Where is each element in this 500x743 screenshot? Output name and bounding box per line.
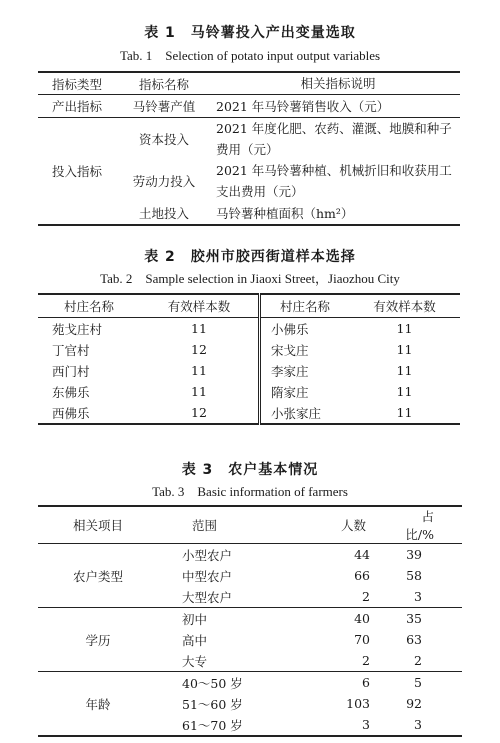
table3-range: 40～50 岁	[182, 675, 243, 691]
table2-count: 11	[396, 405, 413, 420]
table2-count: 11	[140, 360, 260, 381]
table3-group-item: 学历	[85, 632, 111, 648]
table2-village: 小张家庄	[271, 405, 322, 421]
table2-village: 宋戈庄	[271, 342, 309, 358]
table-row	[38, 339, 460, 360]
table1-row-name: 劳动力投入	[132, 174, 196, 189]
table1-input-type: 投入指标	[51, 164, 102, 179]
table3-pct: 35	[406, 611, 422, 626]
table-row	[38, 381, 460, 402]
table3-header-pct: 占比/%	[405, 509, 434, 542]
table3-pct: 5	[414, 675, 422, 690]
table1-header-type: 指标类型	[51, 76, 102, 92]
table3-group-item: 年龄	[85, 696, 111, 712]
table3-title-en: Tab. 3 Basic information of farmers	[152, 484, 348, 499]
table3-range: 61～70 岁	[182, 717, 243, 733]
table2-count: 12	[140, 402, 260, 424]
table2	[38, 293, 460, 425]
table1-title-en: Tab. 1 Selection of potato input output variables	[119, 48, 381, 63]
table3-range: 51～60 岁	[182, 696, 243, 712]
table2-village: 西门村	[52, 363, 90, 379]
table3-range: 初中	[182, 611, 208, 627]
table2-count: 11	[396, 342, 413, 357]
table2-village: 苑戈庄村	[52, 321, 103, 337]
table3	[38, 505, 462, 737]
table-row	[38, 544, 462, 566]
table3-pct: 58	[406, 568, 422, 583]
table3-group-item: 农户类型	[72, 568, 123, 584]
table-row	[38, 402, 460, 424]
table3-range: 小型农户	[182, 547, 233, 563]
table1-row-desc: 2021 年度化肥、农药、灌溉、地膜和种子费用（元）	[216, 121, 452, 157]
table1-row-desc: 2021 年马铃薯种植、机械折旧和收获用工支出费用（元）	[216, 163, 452, 199]
table3-count: 103	[346, 696, 370, 711]
table1-output-type: 产出指标	[51, 99, 102, 114]
table3-range: 大型农户	[182, 589, 233, 605]
table2-village: 隋家庄	[271, 384, 309, 400]
table2-title-cn: 表 2 胶州市胶西街道样本选择	[144, 249, 356, 265]
table3-count: 2	[362, 589, 370, 604]
table2-village: 西佛乐	[52, 405, 90, 421]
table2-header-count-1: 有效样本数	[140, 294, 260, 318]
table1-header-name: 指标名称	[138, 76, 189, 92]
table2-village: 小佛乐	[271, 321, 309, 337]
table2-count: 11	[396, 363, 413, 378]
table3-count: 3	[362, 717, 370, 732]
table2-village: 李家庄	[271, 363, 309, 379]
table-row	[38, 672, 462, 694]
table3-header-count: 人数	[340, 518, 366, 533]
table1-title-cn: 表 1 马铃薯投入产出变量选取	[144, 25, 356, 41]
table3-count: 70	[354, 632, 370, 647]
table3-count: 2	[362, 653, 370, 668]
table2-village: 东佛乐	[52, 384, 90, 400]
table1-row-desc: 2021 年马铃薯销售收入（元）	[216, 98, 390, 114]
table1-row-name: 土地投入	[138, 206, 189, 221]
table2-count: 11	[140, 381, 260, 402]
table-row	[38, 360, 460, 381]
table-row	[38, 118, 460, 161]
table3-count: 40	[354, 611, 370, 626]
table2-village: 丁官村	[52, 342, 90, 358]
table-row	[38, 318, 460, 340]
table3-header-range: 范围	[192, 518, 218, 533]
table3-pct: 39	[406, 547, 422, 562]
table3-pct: 2	[414, 653, 422, 668]
table3-count: 44	[354, 547, 370, 562]
table2-count: 11	[140, 318, 260, 340]
table2-header-village-1: 村庄名称	[63, 299, 114, 314]
table2-count: 11	[396, 384, 413, 399]
table3-pct: 63	[406, 632, 422, 647]
table1-row-name: 资本投入	[138, 132, 189, 147]
table1-header-row	[38, 72, 460, 95]
table3-pct: 92	[406, 696, 422, 711]
table3-range: 大专	[182, 653, 208, 669]
table3-header-row	[38, 506, 462, 544]
table3-count: 66	[354, 568, 370, 583]
table-row	[38, 95, 460, 118]
table2-header-row	[38, 294, 460, 318]
table2-count: 11	[396, 321, 413, 336]
table3-header-item: 相关项目	[72, 518, 123, 533]
table1-row-name: 马铃薯产值	[132, 99, 196, 114]
table2-header-village-2: 村庄名称	[279, 299, 330, 314]
table3-range: 高中	[182, 632, 208, 648]
table1-header-desc: 相关指标说明	[300, 76, 376, 91]
table1	[38, 71, 460, 226]
table3-title-cn: 表 3 农户基本情况	[181, 462, 319, 478]
table-row	[38, 608, 462, 630]
table2-header-count-2: 有效样本数	[373, 299, 436, 314]
table1-row-desc: 马铃薯种植面积（hm²）	[216, 205, 354, 221]
table3-pct: 3	[414, 589, 422, 604]
table3-range: 中型农户	[182, 568, 233, 584]
table2-count: 12	[140, 339, 260, 360]
table3-count: 6	[362, 675, 370, 690]
table3-pct: 3	[414, 717, 422, 732]
table2-title-en: Tab. 2 Sample selection in Jiaoxi Street，Jiaozhou City	[100, 271, 400, 286]
